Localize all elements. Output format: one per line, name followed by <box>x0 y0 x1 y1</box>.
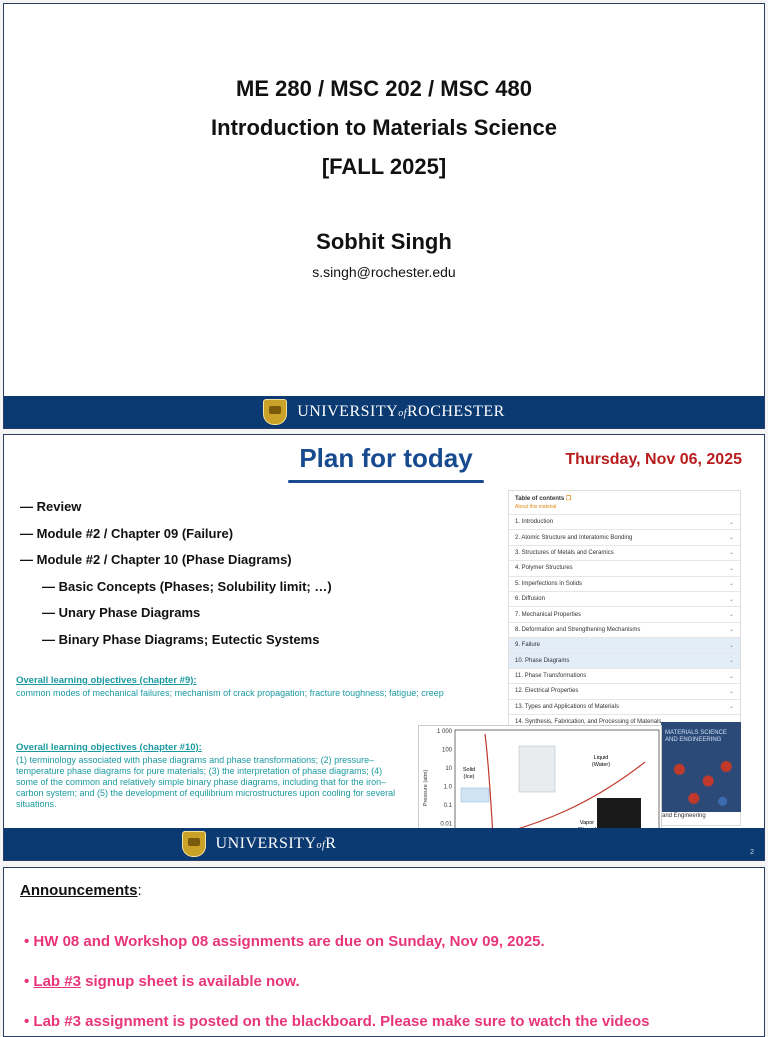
liquid-sublabel: (Water) <box>591 762 611 768</box>
toc-item[interactable] <box>509 576 740 591</box>
y-tick-label: 1.0 <box>443 784 452 791</box>
toc-heading: Table of contents ❐ <box>515 496 572 502</box>
agenda-item: — Module #2 / Chapter 10 (Phase Diagrams) <box>20 552 292 567</box>
instructor-email: s.singh@rochester.edu <box>312 264 456 280</box>
toc-item[interactable] <box>509 683 740 698</box>
announcements-slide <box>3 867 765 1037</box>
toc-item-label: 12. Electrical Properties <box>515 688 579 695</box>
solid-label: Solid <box>462 767 476 773</box>
toc-item-label: 10. Phase Diagrams <box>515 657 570 664</box>
toc-item-label: 8. Deformation and Strengthening Mechanisms <box>515 626 641 633</box>
toc-subheading[interactable]: About this material <box>515 504 557 510</box>
university-wordmark: UNIVERSITYofR <box>215 835 337 852</box>
y-axis-label: Pressure (atm) <box>423 769 429 807</box>
chevron-down-icon: ⌄ <box>728 596 734 603</box>
toc-item-label: 2. Atomic Structure and Interatomic Bonding <box>515 534 633 541</box>
toc-item-label: 1. Introduction <box>515 519 554 526</box>
chevron-down-icon: ⌄ <box>728 535 734 542</box>
agenda-subitem: — Binary Phase Diagrams; Eutectic Systems <box>42 631 320 647</box>
chevron-down-icon: ⌄ <box>728 642 734 649</box>
toc-item[interactable] <box>509 560 740 575</box>
page-number: 2 <box>750 849 754 856</box>
toc-item-label: 6. Diffusion <box>515 596 545 603</box>
objectives-ch10-text: (1) terminology associated with phase diagrams and phase transformations; (2) pressure–temperature phase diagrams for pure materials; (3) the interpretation of phase diagrams; (4) some of the common and relatively simple binary phase diagrams, including that for the iron–carbon system; and (5) the development of equilibrium microstructures upon cooling for several situations. <box>16 755 396 809</box>
slide-title: Plan for today <box>299 443 473 473</box>
copy-icon: ❐ <box>565 496 572 502</box>
announcement-item: • Lab #3 assignment is posted on the blackboard. Please make sure to watch the videos <box>24 1013 650 1030</box>
liquid-label: Liquid <box>593 755 609 761</box>
university-seal-icon <box>263 399 287 425</box>
objectives-ch9-heading: Overall learning objectives (chapter #9): <box>16 675 197 686</box>
fusion-curve <box>485 734 493 836</box>
textbook-cover <box>661 722 741 812</box>
y-tick-label: 10 <box>445 766 452 772</box>
chevron-down-icon: ⌄ <box>728 550 734 557</box>
vapor-label: Vapor <box>579 820 595 826</box>
textbook-caption: and Engineering <box>662 813 706 819</box>
solid-sublabel: (Ice) <box>463 774 475 780</box>
chevron-down-icon: ⌄ <box>728 658 734 665</box>
agenda-list <box>20 499 332 658</box>
toc-item[interactable] <box>509 699 740 714</box>
university-footer <box>4 828 764 860</box>
agenda-subitem: — Basic Concepts (Phases; Solubility limit; …) <box>42 578 332 594</box>
toc-item[interactable] <box>509 637 740 652</box>
chevron-down-icon: ⌄ <box>728 688 734 695</box>
toc-item-label: 14. Synthesis, Fabrication, and Processing of Materials <box>515 719 662 726</box>
title-underline <box>288 480 484 483</box>
toc-item[interactable] <box>509 545 740 560</box>
chevron-down-icon: ⌄ <box>728 519 734 526</box>
toc-item-label: 13. Types and Applications of Materials <box>515 703 619 710</box>
announcement-item: • HW 08 and Workshop 08 assignments are due on Sunday, Nov 09, 2025. <box>24 933 545 950</box>
toc-item[interactable] <box>509 529 740 544</box>
toc-item[interactable] <box>509 653 740 668</box>
toc-item[interactable] <box>509 514 740 529</box>
toc-item[interactable] <box>509 606 740 621</box>
announcement-item: • Lab #3 signup sheet is available now. <box>24 973 300 990</box>
y-tick-label: 0.1 <box>443 803 452 809</box>
course-code: ME 280 / MSC 202 / MSC 480 <box>236 76 532 101</box>
announcements-heading: Announcements: <box>20 882 142 899</box>
university-seal-icon <box>182 831 206 857</box>
ice-image <box>461 788 489 802</box>
toc-item[interactable] <box>509 622 740 637</box>
chevron-down-icon: ⌄ <box>728 565 734 572</box>
toc-item-label: 4. Polymer Structures <box>515 565 573 572</box>
chevron-down-icon: ⌄ <box>728 581 734 588</box>
university-wordmark: UNIVERSITYofROCHESTER <box>297 403 505 420</box>
chevron-down-icon: ⌄ <box>728 627 734 634</box>
agenda-item: — Module #2 / Chapter 09 (Failure) <box>20 525 234 541</box>
objectives-ch9-text: common modes of mechanical failures; mechanism of crack propagation; fracture toughness; fatigue; creep <box>16 688 444 698</box>
course-title: Introduction to Materials Science <box>211 115 557 140</box>
water-pitcher-image <box>519 746 555 792</box>
toc-item[interactable] <box>509 591 740 606</box>
agenda-subitem: — Unary Phase Diagrams <box>42 605 201 620</box>
lecture-date: Thursday, Nov 06, 2025 <box>565 451 742 468</box>
instructor-name: Sobhit Singh <box>316 229 452 254</box>
atom-spheres-image <box>665 752 737 810</box>
y-tick-label: 1 000 <box>436 729 452 735</box>
y-tick-label: 0.01 <box>440 821 452 828</box>
plan-slide <box>3 434 765 861</box>
chevron-down-icon: ⌄ <box>728 612 734 619</box>
steam-image <box>597 798 641 828</box>
y-tick-label: 100 <box>441 747 452 754</box>
university-footer <box>4 396 764 428</box>
toc-item-label: 7. Mechanical Properties <box>515 611 582 618</box>
agenda-item: — Review <box>20 499 82 514</box>
textbook-title: MATERIALS SCIENCE AND ENGINEERING <box>665 730 727 743</box>
title-slide <box>3 3 765 429</box>
toc-item-label: 3. Structures of Metals and Ceramics <box>515 549 614 556</box>
toc-item-label: 9. Failure <box>515 642 541 649</box>
chevron-down-icon: ⌄ <box>728 704 734 711</box>
objectives-ch10-heading: Overall learning objectives (chapter #10): <box>16 742 202 753</box>
toc-item-label: 11. Phase Transformations <box>515 673 587 680</box>
lab3-link[interactable]: Lab #3 <box>33 973 81 990</box>
course-term: [FALL 2025] <box>321 154 447 179</box>
toc-item-label: 5. Imperfections in Solids <box>515 580 583 587</box>
chevron-down-icon: ⌄ <box>728 673 734 680</box>
toc-item[interactable] <box>509 668 740 683</box>
